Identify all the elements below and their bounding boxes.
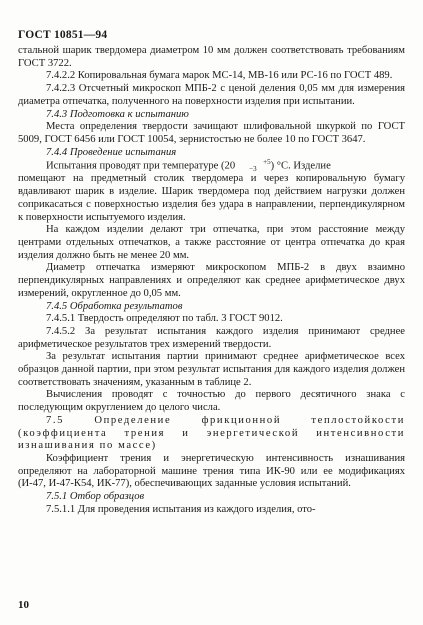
temperature-text-after: ) °С. Изделие — [270, 160, 331, 172]
paragraph: 7.4.2.2 Копировальная бумага марок МС-14, МВ-16 или РС-16 по ГОСТ 489. — [46, 70, 393, 82]
document-body — [18, 45, 405, 516]
paragraph: 7.5.1.1 Для проведения испытания из каждого изделия, ото- — [46, 503, 316, 515]
tolerance-plus: +5 — [263, 158, 271, 167]
paragraph: На каждом изделии делают три отпечатка, при этом расстояние между центрами отдельных отпечатков, а также расстояние от центра отпечатка до края изделия должно быть не менее 20 мм. — [18, 224, 405, 261]
paragraph: стальной шарик твердомера диаметром 10 мм должен соответствовать требованиям ГОСТ 3722. — [18, 45, 405, 69]
paragraph: помещают на предметный столик твердомера и через копировальную бумагу вдавливают шарик в изделие. Шарик твердомера под действием нагрузки должен соприкасаться с поверхностью изделия без удара в направлении, перпендикулярном к поверхности испытуемого изделия. — [18, 173, 405, 223]
paragraph: 7.4.5.2 За результат испытания каждого изделия принимают среднее арифметическое результатов трех измерений твердости. — [18, 325, 405, 350]
temperature-line — [18, 159, 405, 173]
section-heading: 7.4.5 Обработка результатов — [46, 300, 183, 312]
section-heading: 7.5.1 Отбор образцов — [46, 491, 145, 503]
section-heading: 7.4.3 Подготовка к испытанию — [46, 108, 189, 120]
paragraph: 7.4.5.1 Твердость определяют по табл. 3 ГОСТ 9012. — [46, 313, 283, 325]
paragraph: Вычисления проводят с точностью до первого десятичного знака с последующим округлением до целого числа. — [18, 389, 405, 414]
section-heading: 7.4.4 Проведение испытания — [46, 146, 177, 158]
paragraph: Диаметр отпечатка измеряют микроскопом МПБ-2 в двух взаимно перпендикулярных направлениях и определяют как среднее арифметическое двух измерений, округленное до 0,05 мм. — [18, 262, 405, 299]
temperature-tolerance — [235, 159, 270, 173]
section-heading-spaced: 7.5 Определение фрикционной теплостойкости (коэффициента трения и энергетической интенсивности изнашивания по массе) — [18, 414, 405, 452]
temperature-text-before: Испытания проводят при температуре (20 — [46, 160, 236, 172]
paragraph: Места определения твердости зачищают шлифовальной шкуркой по ГОСТ 5009, ГОСТ 6456 или ГОСТ 10054, зернистостью не более 10 по ГОСТ 3647. — [18, 121, 405, 145]
tolerance-minus: −3 — [249, 165, 257, 174]
page-header: ГОСТ 10851—94 — [18, 29, 108, 41]
page-number: 10 — [18, 599, 29, 611]
paragraph: За результат испытания партии принимают среднее арифметическое всех образцов данной партии, при этом результат испытания для каждого изделия должен соответствовать значениям, указанным в таблице 2. — [18, 351, 405, 388]
paragraph: Коэффициент трения и энергетическую интенсивность изнашивания определяют на лабораторной машине трения типа ИК-90 или ее модификациях (И-47, И-47-К54, ИК-77), обеспечивающих заданные условия испытаний. — [18, 452, 405, 490]
paragraph: 7.4.2.3 Отсчетный микроскоп МПБ-2 с ценой деления 0,05 мм для измерения диаметра отпечатка, полученного на поверхности изделия при испытании. — [18, 83, 405, 107]
